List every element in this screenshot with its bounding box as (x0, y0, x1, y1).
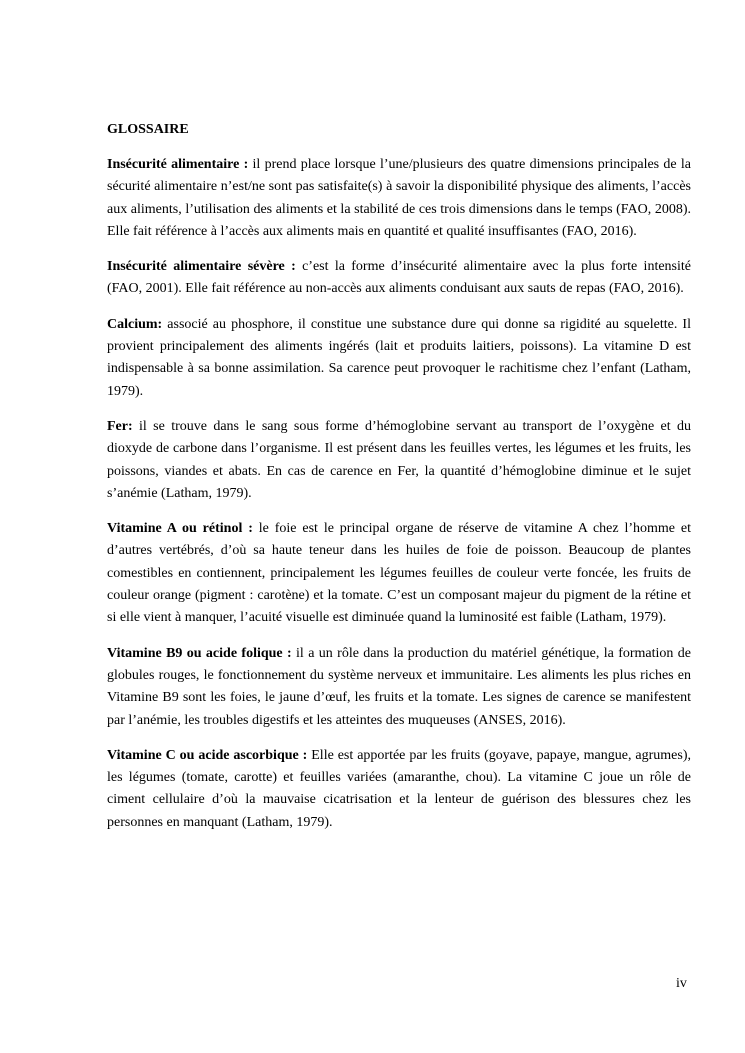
glossary-definition: il a un rôle dans la production du matériel génétique, la formation de globules rouges, le fonctionnement du système nerveux et immunitaire. Les aliments les plus riches en Vitamine B9 sont les foies, le jaune d’œuf, les fruits et la tomate. Les signes de carence se manifestent par l’anémie, les troubles digestifs et les atteintes des muqueuses (ANSES, 2016). (107, 645, 691, 728)
glossary-term: Calcium: (107, 316, 163, 332)
glossary-definition: le foie est le principal organe de réserve de vitamine A chez l’homme et d’autres vertébrés, d’où sa haute teneur dans les huiles de foie de poisson. Beaucoup de plantes comestibles en contiennent, principalement les légumes feuilles de couleur verte foncée, les fruits de couleur orange (pigment : carotène) et la tomate. C’est un composant majeur du pigment de la rétine et si elle vient à manquer, l’acuité visuelle est diminuée quand la luminosité est faible (Latham, 1979). (107, 521, 691, 626)
document-page (107, 121, 691, 847)
glossary-term: Fer: (107, 418, 133, 434)
glossary-entry-severe-food-insecurity (107, 256, 691, 301)
glossary-term: Insécurité alimentaire sévère : (107, 259, 296, 275)
glossary-entry-calcium (107, 314, 691, 403)
glossary-entry-iron (107, 416, 691, 505)
glossary-term: Insécurité alimentaire : (107, 157, 249, 172)
glossary-definition: il prend place lorsque l’une/plusieurs des quatre dimensions principales de la sécurité alimentaire n’est/ne sont pas satisfaite(s) à savoir la disponibilité physique des aliments, l’accès aux aliments, l’utilisation des aliments et la stabilité de ces trois dimensions dans le temps (FAO, 2008). Elle fait référence à l’accès aux aliments mais en quantité et qualité insuffisantes (FAO, 2016). (107, 157, 691, 239)
glossary-term: Vitamine A ou rétinol : (107, 521, 253, 537)
glossary-title: GLOSSAIRE (107, 122, 189, 137)
glossary-term: Vitamine C ou acide ascorbique : (107, 747, 308, 763)
glossary-entry-vitamin-c (107, 745, 691, 834)
glossary-definition: c’est la forme d’insécurité alimentaire avec la plus forte intensité (FAO, 2001). Elle fait référence au non-accès aux aliments conduisant aux sauts de repas (FAO, 2016). (107, 259, 691, 297)
glossary-entry-vitamin-a (107, 518, 691, 629)
glossary-term: Vitamine B9 ou acide folique : (107, 645, 292, 661)
page-number: iv (676, 976, 687, 991)
glossary-definition: associé au phosphore, il constitue une substance dure qui donne sa rigidité au squelette. Il provient principalement des aliments ingérés (lait et produits laitiers, poissons). La vitamine D est indispensable à sa bonne assimilation. Sa carence peut provoquer le rachitisme chez l’enfant (Latham, 1979). (107, 316, 691, 399)
glossary-definition: il se trouve dans le sang sous forme d’hémoglobine servant au transport de l’oxygène et du dioxyde de carbone dans l’organisme. Il est présent dans les feuilles vertes, les légumes et les fruits, les poissons, viandes et abats. En cas de carence en Fer, la quantité d’hémoglobine diminue et le sujet s’anémie (Latham, 1979). (107, 418, 691, 501)
glossary-definition: Elle est apportée par les fruits (goyave, papaye, mangue, agrumes), les légumes (tomate, carotte) et feuilles variées (amaranthe, chou). La vitamine C joue un rôle de ciment cellulaire d’où la mauvaise cicatrisation et la lenteur de guérison des blessures chez les personnes en manquant (Latham, 1979). (107, 747, 691, 830)
glossary-entry-vitamin-b9 (107, 643, 691, 732)
glossary-entry-food-insecurity (107, 154, 691, 243)
